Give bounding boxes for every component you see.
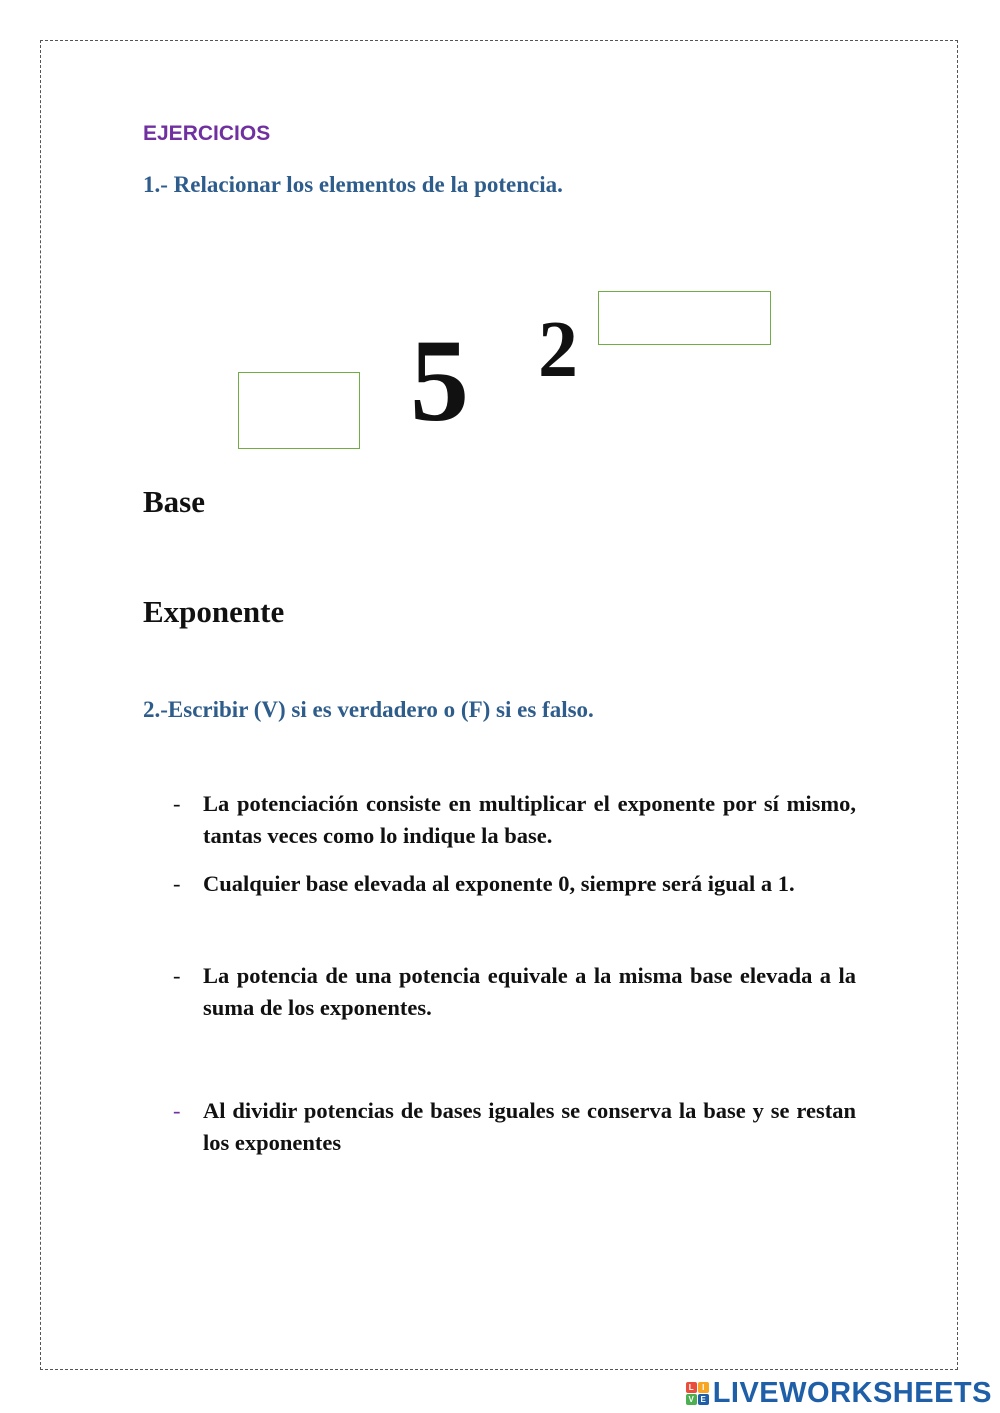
statement-item: [173, 868, 856, 900]
liveworksheets-logo-icon: [686, 1382, 709, 1405]
statement-text: La potenciación consiste en multiplicar el exponente por sí mismo, tantas veces como lo indique la base.: [203, 791, 856, 848]
statement-text: La potencia de una potencia equivale a la misma base elevada a la suma de los exponentes.: [203, 963, 856, 1020]
statement-text: Al dividir potencias de bases iguales se conserva la base y se restan los exponentes: [203, 1098, 856, 1155]
statement-item: [173, 1095, 856, 1159]
statement-bullet: -: [173, 791, 181, 816]
statement-bullet: -: [173, 871, 181, 896]
statement-bullet: -: [173, 1098, 181, 1123]
liveworksheets-brand: [686, 1377, 992, 1410]
statement-text: Cualquier base elevada al exponente 0, siempre será igual a 1.: [203, 871, 795, 896]
exponent-answer-box[interactable]: [598, 291, 771, 345]
section-title: EJERCICIOS: [143, 122, 271, 145]
statement-bullet: -: [173, 963, 181, 988]
logo-letter: L: [686, 1382, 697, 1393]
power-exponent: 2: [538, 306, 578, 394]
exercise1-heading: 1.- Relacionar los elementos de la potencia.: [143, 172, 563, 197]
statement-item: [173, 960, 856, 1024]
base-answer-box[interactable]: [238, 372, 360, 449]
power-base: 5: [410, 315, 469, 446]
statement-item: [173, 788, 856, 852]
logo-letter: V: [686, 1394, 697, 1405]
term-base[interactable]: Base: [143, 484, 205, 519]
brand-name: LIVEWORKSHEETS: [712, 1377, 992, 1409]
exercise2-heading: 2.-Escribir (V) si es verdadero o (F) si es falso.: [143, 697, 594, 722]
term-exponent[interactable]: Exponente: [143, 594, 285, 629]
logo-letter: I: [698, 1382, 709, 1393]
logo-letter: E: [698, 1394, 709, 1405]
